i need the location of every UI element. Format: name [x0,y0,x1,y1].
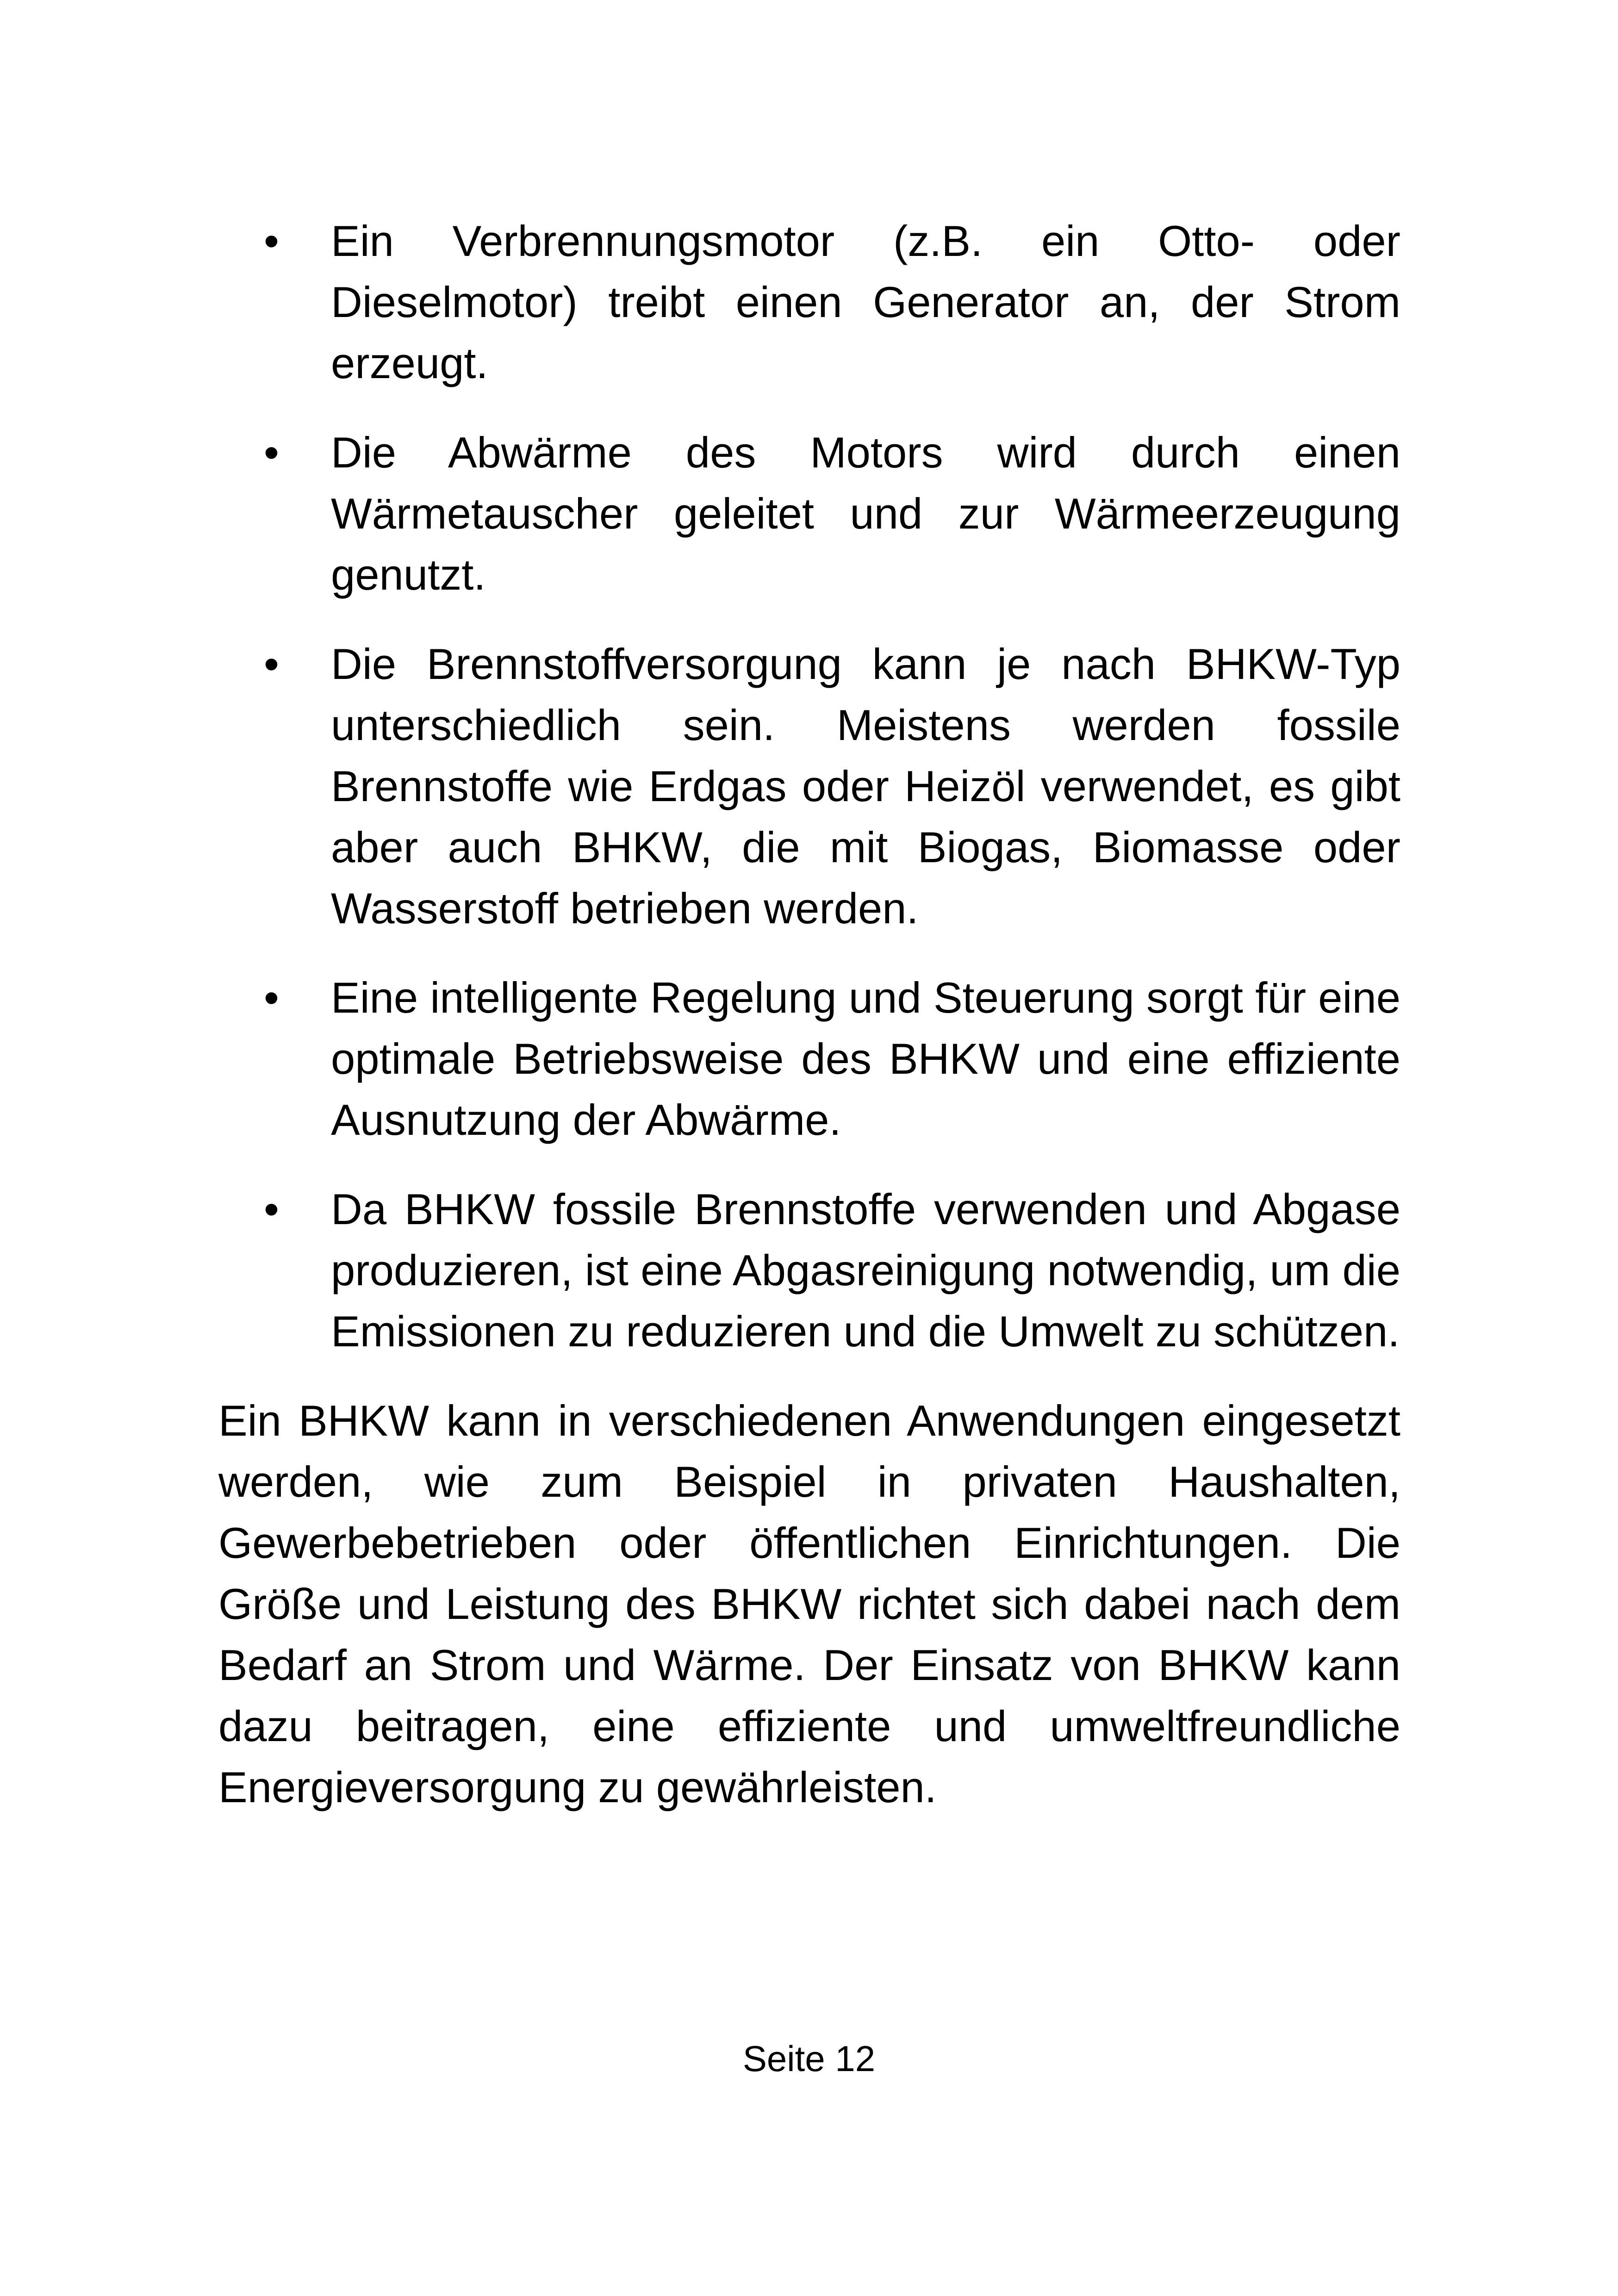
bullet-text: Da BHKW fossile Brennstoffe verwenden und Abgase produzieren, ist eine Abgasreinigung notwendig, um die Emissionen zu reduzieren und die Umwelt zu schützen. [331,1185,1400,1356]
bullet-list [218,211,1400,1362]
bullet-item-fuel-supply [218,634,1400,939]
bullet-marker: • [264,640,279,688]
bullet-item-control [218,967,1400,1151]
body-paragraph: Ein BHKW kann in verschiedenen Anwendungen eingesetzt werden, wie zum Beispiel in privaten Haushalten, Gewerbebetrieben oder öffentlichen Einrichtungen. Die Größe und Leistung des BHKW richtet sich dabei nach dem Bedarf an Strom und Wärme. Der Einsatz von BHKW kann dazu beitragen, eine effiziente und umweltfreundliche Energieversorgung zu gewährleisten. [218,1396,1400,1811]
bullet-text: Die Brennstoffversorgung kann je nach BHKW-Typ unterschiedlich sein. Meistens werden fossile Brennstoffe wie Erdgas oder Heizöl verwendet, es gibt aber auch BHKW, die mit Biogas, Biomasse oder Wasserstoff betrieben werden. [331,640,1400,933]
bullet-text: Die Abwärme des Motors wird durch einen Wärmetauscher geleitet und zur Wärmeerzeugung genutzt. [331,428,1400,599]
bullet-item-engine [218,211,1400,394]
page-number: Seite 12 [742,2038,876,2079]
bullet-item-waste-heat [218,422,1400,605]
bullet-text: Ein Verbrennungsmotor (z.B. ein Otto- oder Dieselmotor) treibt einen Generator an, der Strom erzeugt. [331,217,1400,387]
bullet-item-exhaust [218,1179,1400,1362]
bullet-marker: • [264,973,279,1022]
page-content [218,211,1400,1818]
bullet-text: Eine intelligente Regelung und Steuerung sorgt für eine optimale Betriebsweise des BHKW und eine effiziente Ausnutzung der Abwärme. [331,973,1400,1144]
bullet-marker: • [264,217,279,265]
bullet-marker: • [264,1185,279,1233]
bullet-marker: • [264,428,279,477]
